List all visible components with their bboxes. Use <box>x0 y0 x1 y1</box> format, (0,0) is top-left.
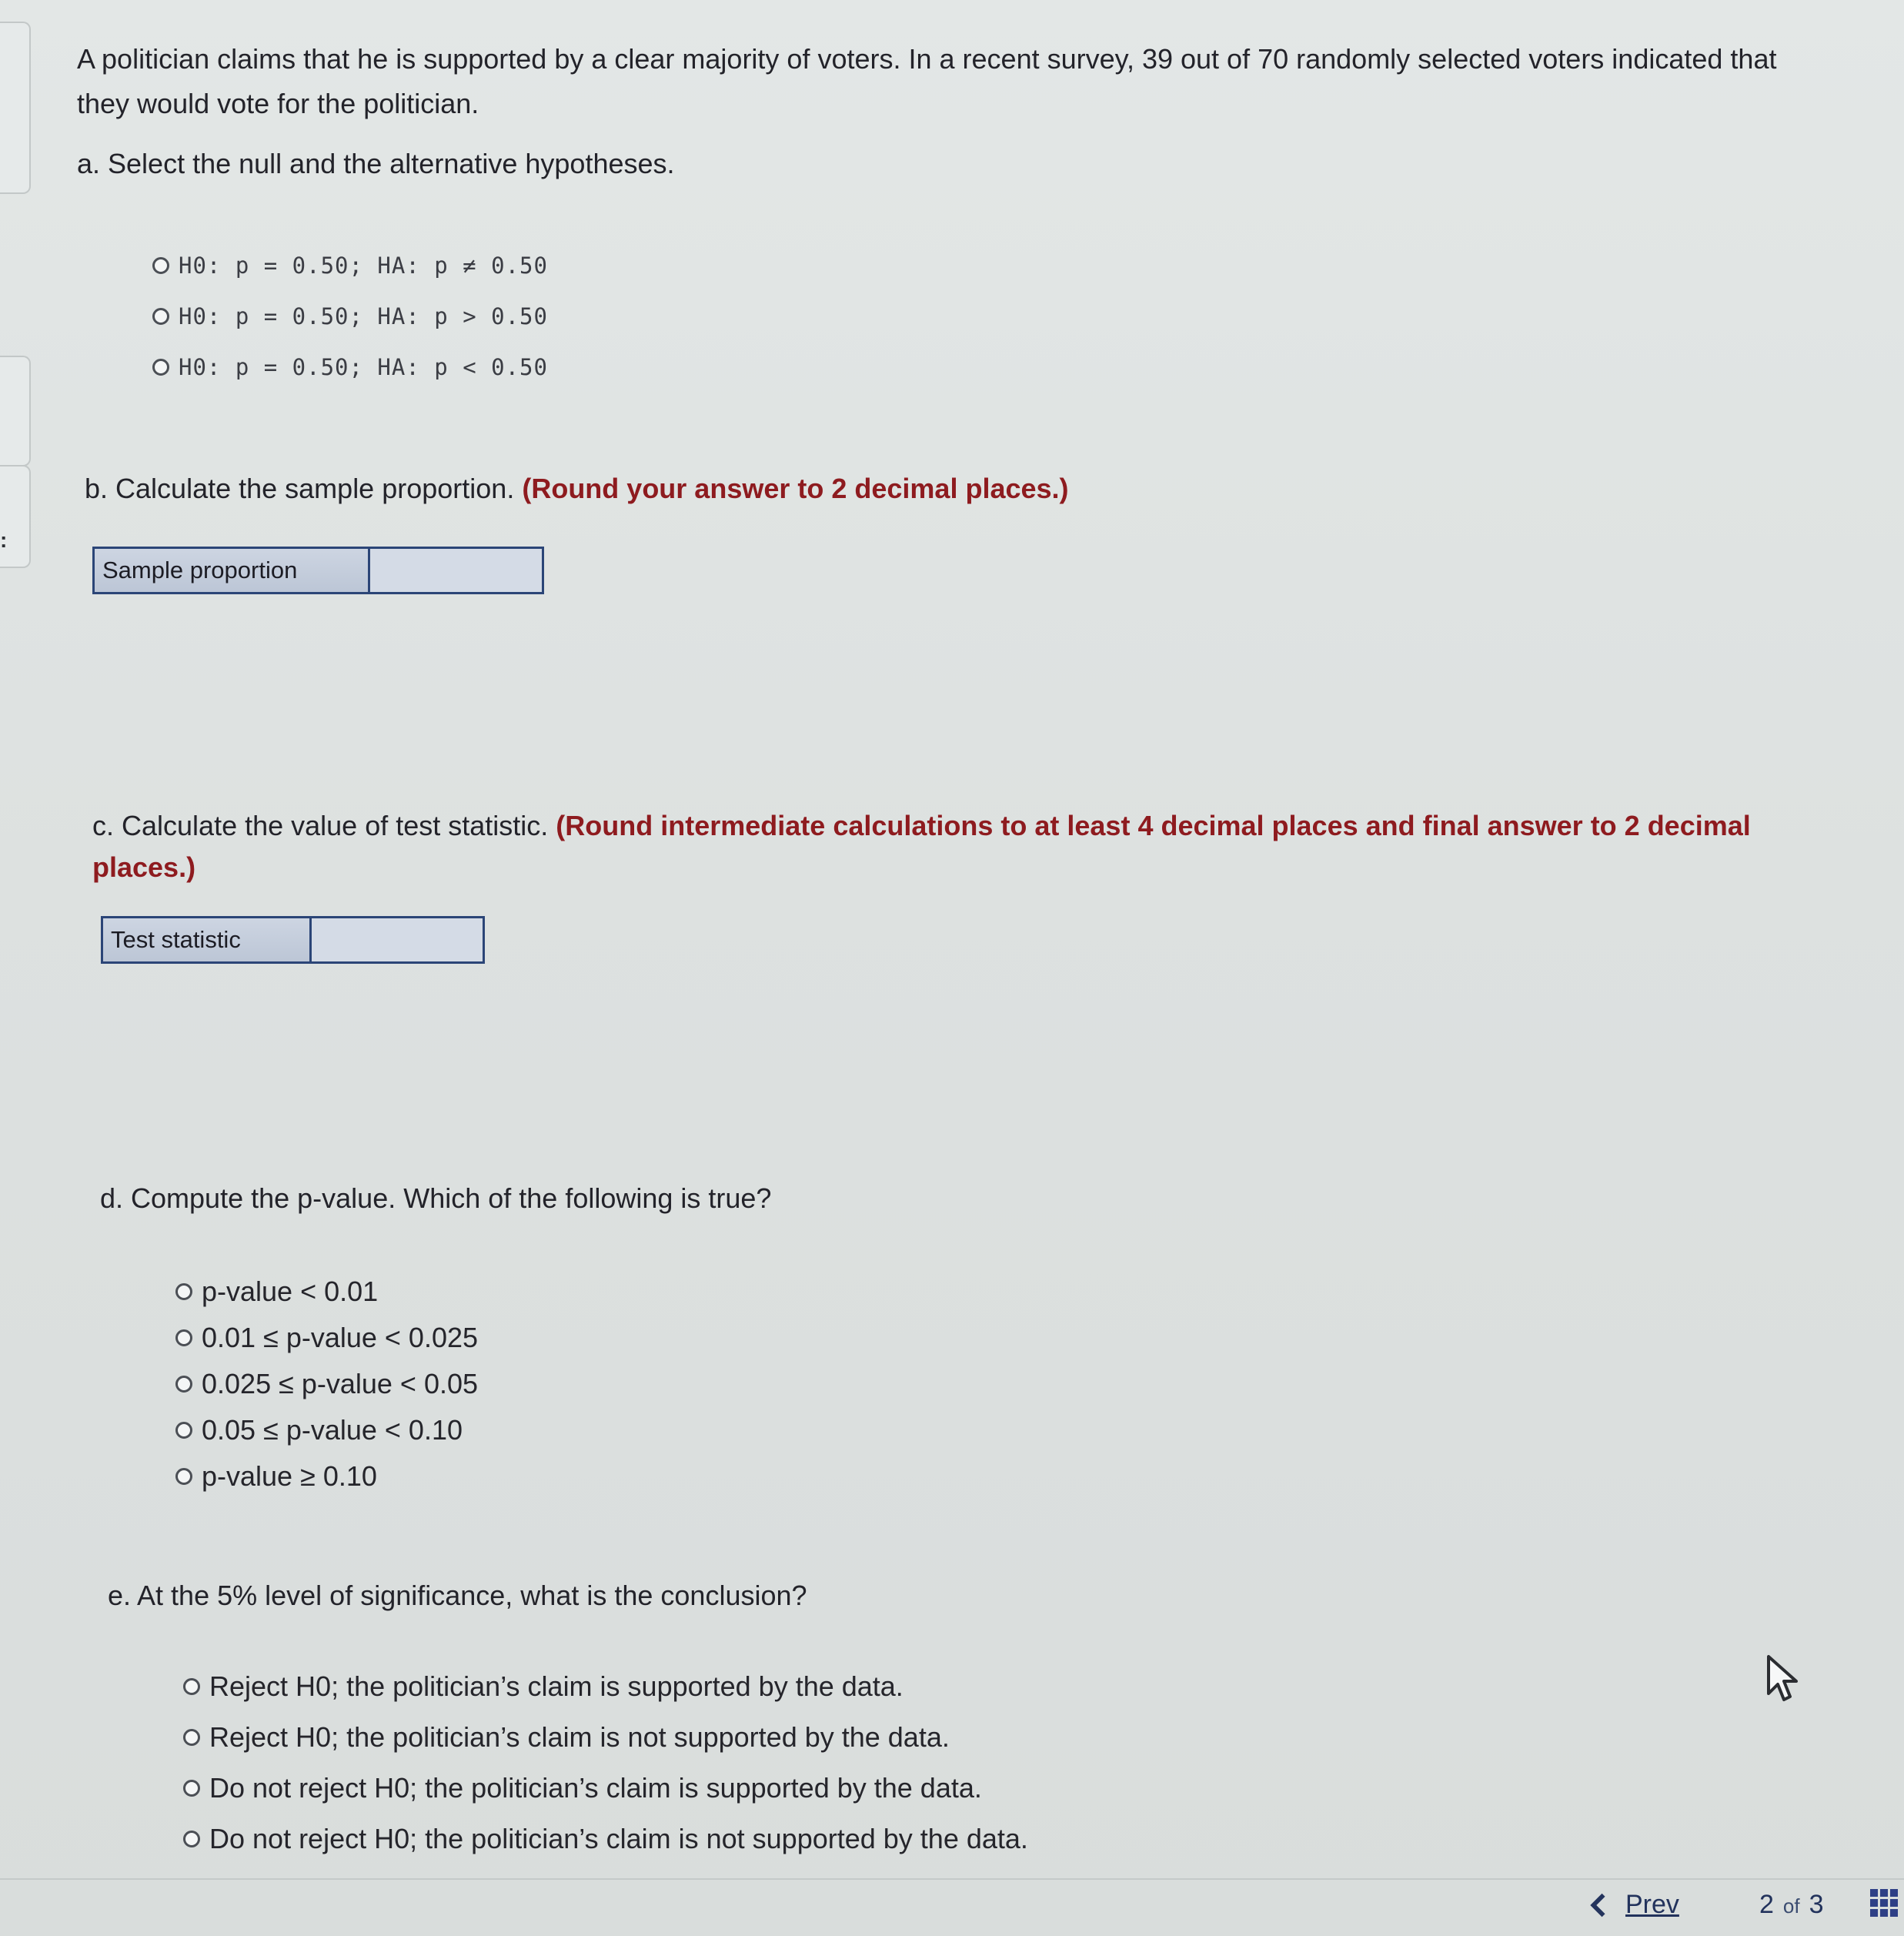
question-text: c. Calculate the value of test statistic. <box>92 810 549 841</box>
mouse-pointer-icon <box>1765 1653 1802 1703</box>
part-e-option-1[interactable] <box>183 1661 1028 1712</box>
part-e-option-2[interactable] <box>183 1712 1028 1763</box>
test-statistic-input[interactable] <box>309 918 483 961</box>
option-label: H0: p = 0.50; HA: p < 0.50 <box>179 354 548 380</box>
option-label: H0: p = 0.50; HA: p ≠ 0.50 <box>179 252 548 279</box>
question-text: b. Calculate the sample proportion. <box>85 473 515 504</box>
radio-button[interactable] <box>175 1283 192 1300</box>
part-e-options <box>183 1661 1028 1864</box>
part-e-option-3[interactable] <box>183 1763 1028 1814</box>
part-d-option-2[interactable] <box>175 1315 478 1361</box>
option-label: Reject H0; the politician’s claim is not supported by the data. <box>209 1721 950 1753</box>
option-label: p-value < 0.01 <box>202 1276 379 1307</box>
page-of: of <box>1782 1894 1800 1918</box>
option-label: H0: p = 0.50; HA: p > 0.50 <box>179 303 548 329</box>
option-label: Do not reject H0; the politician’s claim is not supported by the data. <box>209 1823 1028 1854</box>
option-label: p-value ≥ 0.10 <box>202 1460 377 1492</box>
radio-button[interactable] <box>175 1468 192 1485</box>
radio-button[interactable] <box>183 1780 200 1797</box>
test-statistic-row <box>101 916 485 964</box>
problem-statement: A politician claims that he is supported by a clear majority of voters. In a recent survey, 39 out of 70 randomly selected voters indicated that they would vote for the politician. <box>77 43 1777 119</box>
option-label: Do not reject H0; the politician’s claim is supported by the data. <box>209 1772 982 1804</box>
option-label: 0.05 ≤ p-value < 0.10 <box>202 1414 463 1446</box>
radio-button[interactable] <box>175 1376 192 1393</box>
sample-proportion-row <box>92 547 544 594</box>
radio-button[interactable] <box>183 1831 200 1847</box>
radio-button[interactable] <box>152 257 169 274</box>
radio-button[interactable] <box>183 1729 200 1746</box>
page-indicator <box>1759 1890 1824 1920</box>
part-a-option-3[interactable] <box>152 342 548 393</box>
option-label: 0.01 ≤ p-value < 0.025 <box>202 1322 479 1353</box>
prev-label: Prev <box>1625 1890 1679 1919</box>
part-e-question: e. At the 5% level of significance, what is the conclusion? <box>108 1580 807 1611</box>
part-b-question <box>85 468 1069 510</box>
edge-glyph: : <box>0 528 8 552</box>
test-statistic-label: Test statistic <box>103 918 309 961</box>
rounding-note: (Round your answer to 2 decimal places.) <box>522 473 1069 504</box>
part-d-option-4[interactable] <box>175 1407 478 1453</box>
part-a-options <box>152 240 548 393</box>
radio-button[interactable] <box>175 1329 192 1346</box>
radio-button[interactable] <box>152 359 169 376</box>
question-grid-icon[interactable] <box>1869 1888 1899 1918</box>
part-d-option-5[interactable] <box>175 1453 478 1500</box>
rounding-note: (Round intermediate calculations to at least 4 decimal places and final answer to 2 decimal places.) <box>92 810 1751 883</box>
prev-button[interactable] <box>1588 1890 1679 1920</box>
sample-proportion-input[interactable] <box>368 549 542 592</box>
radio-button[interactable] <box>183 1678 200 1695</box>
part-e-option-4[interactable] <box>183 1814 1028 1864</box>
sample-proportion-label: Sample proportion <box>95 549 368 592</box>
part-d-option-3[interactable] <box>175 1361 478 1407</box>
part-c-question <box>92 805 1770 888</box>
total-pages: 3 <box>1809 1890 1824 1919</box>
part-d-option-1[interactable] <box>175 1269 478 1315</box>
radio-button[interactable] <box>152 308 169 325</box>
part-a-option-2[interactable] <box>152 291 548 342</box>
part-a-question: a. Select the null and the alternative hypotheses. <box>77 148 675 179</box>
current-page: 2 <box>1759 1890 1774 1919</box>
option-label: 0.025 ≤ p-value < 0.05 <box>202 1368 479 1399</box>
part-a-option-1[interactable] <box>152 240 548 291</box>
part-d-question: d. Compute the p-value. Which of the following is true? <box>100 1182 772 1214</box>
footer-divider <box>0 1878 1904 1880</box>
option-label: Reject H0; the politician’s claim is supported by the data. <box>209 1670 904 1702</box>
chevron-left-icon <box>1588 1892 1607 1918</box>
radio-button[interactable] <box>175 1422 192 1439</box>
part-d-options <box>175 1269 478 1500</box>
